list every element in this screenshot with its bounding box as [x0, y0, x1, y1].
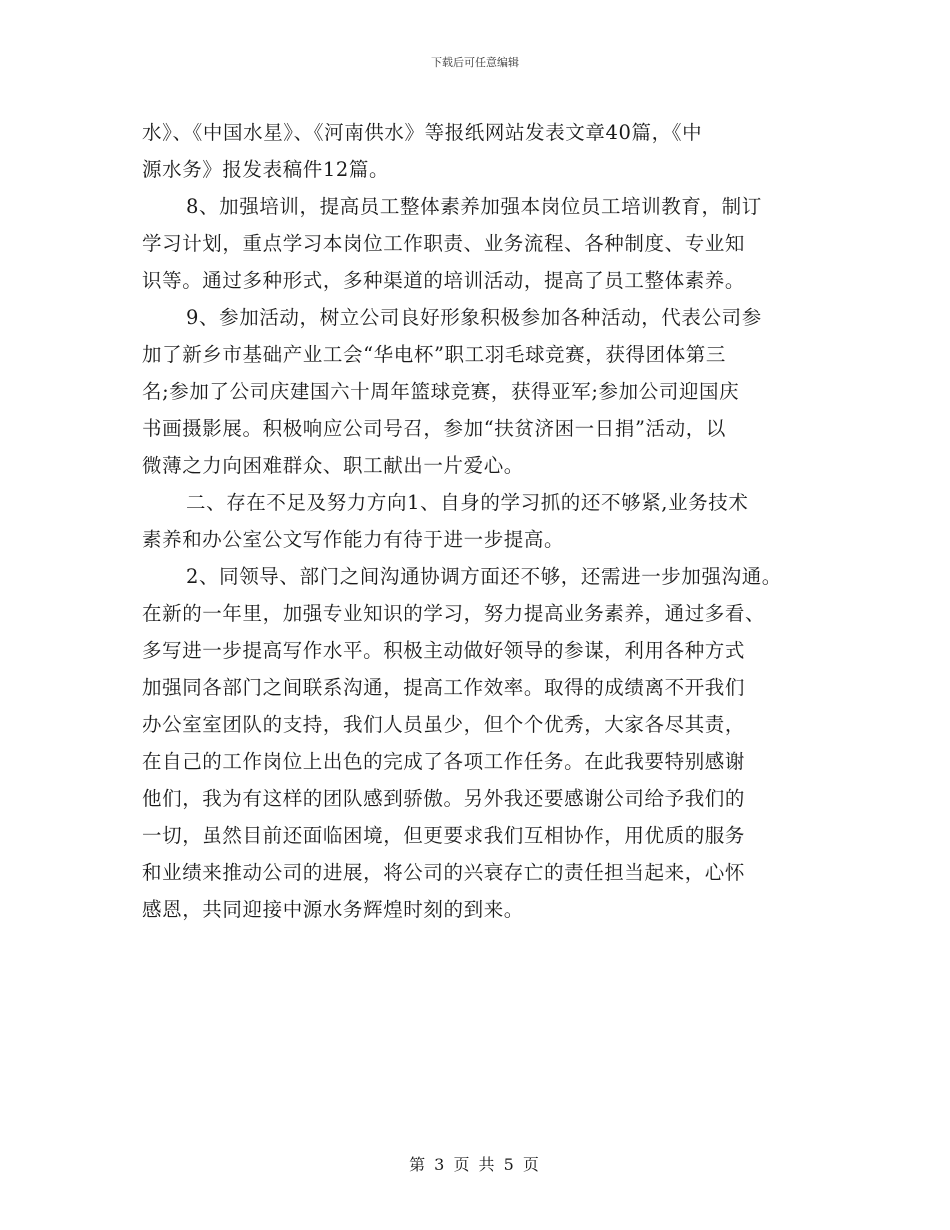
body-line: 9、参加活动，树立公司良好形象积极参加各种活动，代表公司参 — [186, 306, 762, 329]
body-line: 微薄之力向困难群众、职工献出一片爱心。 — [142, 454, 524, 477]
body-line: 8、加强培训，提高员工整体素养加强本岗位员工培训教育，制订 — [186, 195, 762, 218]
body-line: 在自己的工作岗位上出色的完成了各项工作任务。在此我要特别感谢 — [142, 750, 746, 773]
page-number: 第 3 页 共 5 页 — [409, 1155, 541, 1174]
page-header: 下载后可任意编辑 — [431, 56, 519, 69]
body-line: 感恩，共同迎接中源水务辉煌时刻的到来。 — [142, 898, 524, 921]
body-line: 多写进一步提高写作水平。积极主动做好领导的参谋，利用各种方式 — [142, 639, 746, 662]
body-line: 2、同领导、部门之间沟通协调方面还不够，还需进一步加强沟通。 — [186, 565, 782, 588]
body-line: 他们，我为有这样的团队感到骄傲。另外我还要感谢公司给予我们的 — [142, 787, 746, 810]
body-line: 源水务》报发表稿件12篇。 — [142, 158, 390, 181]
body-line: 二、存在不足及努力方向1、自身的学习抓的还不够紧,业务技术 — [186, 491, 749, 514]
body-line: 识等。通过多种形式，多种渠道的培训活动，提高了员工整体素养。 — [142, 269, 746, 292]
body-line: 学习计划，重点学习本岗位工作职责、业务流程、各种制度、专业知 — [142, 232, 746, 255]
body-line: 名;参加了公司庆建国六十周年篮球竞赛，获得亚军;参加公司迎国庆 — [142, 380, 740, 403]
body-line: 加了新乡市基础产业工会“华电杯”职工羽毛球竞赛，获得团体第三 — [142, 343, 726, 366]
body-line: 水》、《中国水星》、《河南供水》等报纸网站发表文章40篇，《中 — [142, 121, 703, 144]
body-line: 素养和办公室公文写作能力有待于进一步提高。 — [142, 528, 565, 551]
body-line: 在新的一年里，加强专业知识的学习，努力提高业务素养，通过多看、 — [142, 602, 766, 625]
body-line: 办公室室团队的支持，我们人员虽少，但个个优秀，大家各尽其责， — [142, 713, 746, 736]
body-line: 加强同各部门之间联系沟通，提高工作效率。取得的成绩离不开我们 — [142, 676, 746, 699]
body-line: 书画摄影展。积极响应公司号召，参加“扶贫济困一日捐”活动，以 — [142, 417, 726, 440]
body-line: 一切，虽然目前还面临困境，但更要求我们互相协作，用优质的服务 — [142, 824, 746, 847]
body-line: 和业绩来推动公司的进展，将公司的兴衰存亡的责任担当起来，心怀 — [142, 861, 746, 884]
document-body — [142, 114, 842, 928]
